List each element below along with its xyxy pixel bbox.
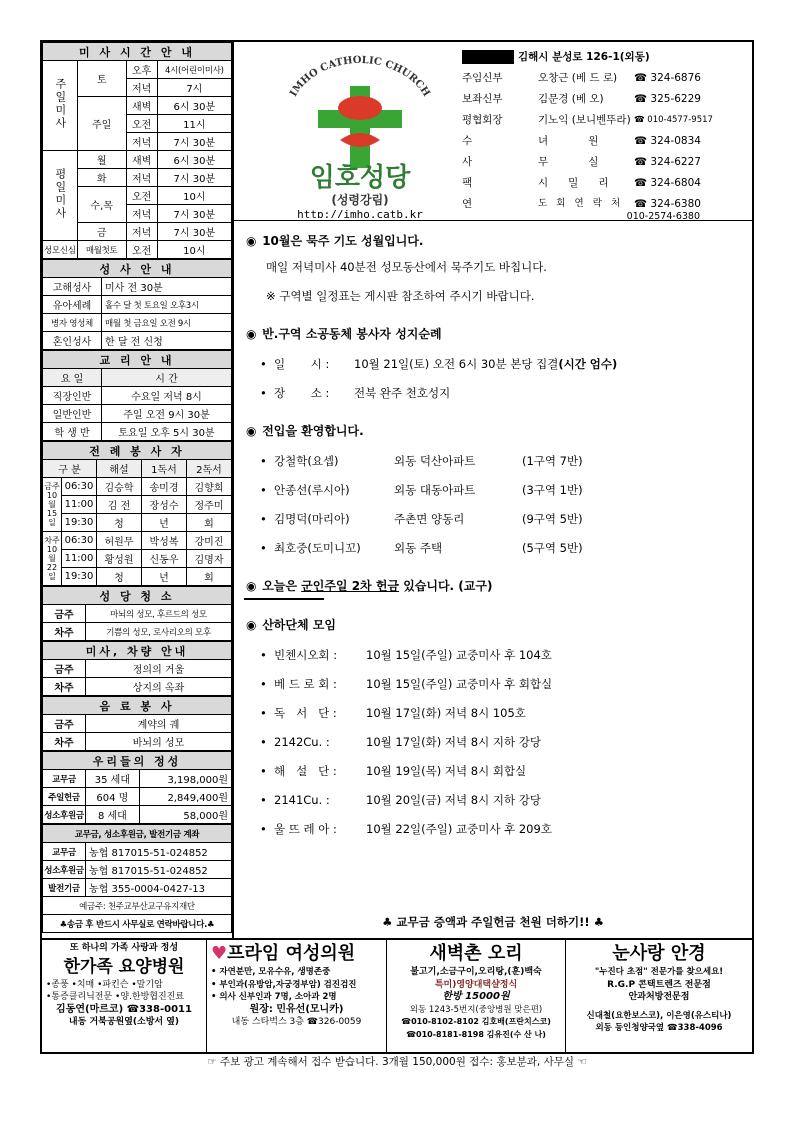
header	[234, 42, 752, 221]
edu-v-2: 토요일 오후 5시 30분	[102, 423, 232, 441]
edu-head-k: 요 일	[43, 369, 102, 387]
main-content	[234, 42, 752, 938]
church-logo-icon	[260, 48, 460, 218]
ad-line: 한방 15000원	[442, 991, 510, 1002]
bullet-icon: ◉	[246, 424, 257, 438]
dot-icon: •	[260, 454, 267, 468]
notice-1-text: 10월은 묵주 기도 성월입니다.	[262, 234, 424, 248]
altar-cell: 청	[97, 568, 142, 586]
ad-line: 안과처방전문점	[628, 992, 690, 1002]
ad-title-row	[211, 942, 382, 966]
weekday-mass-label: 평일미사	[53, 168, 67, 220]
notice-1-line-2: ※ 구역별 일정표는 게시판 참조하여 주시기 바랍니다.	[266, 289, 535, 303]
notice-2-key: 일 시 :	[274, 357, 330, 371]
church-korean-name: 임호성당	[309, 163, 411, 193]
altar-cell: 청	[97, 514, 142, 532]
notice-1-line-1: 매일 저녁미사 40분전 성모동산에서 묵주기도 바칩니다.	[266, 260, 547, 274]
welcome-district: (5구역 5반)	[522, 541, 583, 555]
contact-extra-phone: 010-2574-6380	[626, 211, 700, 222]
sat-time-1: 저녁	[126, 79, 157, 97]
ad-line: 특미)영양대택샬정식	[434, 979, 518, 990]
account-table	[42, 824, 232, 933]
sun-label: 주일	[77, 97, 126, 151]
altar-cell: 회	[187, 568, 232, 586]
dot-icon: •	[260, 735, 267, 749]
flower-title: 미사, 차량 안내	[43, 642, 232, 660]
ad-line: R.G.P 콘택트렌즈 전문점	[607, 979, 711, 990]
bullet-icon: ◉	[246, 579, 257, 593]
welcome-row	[260, 534, 752, 563]
clean-v-1: 기쁨의 성모, 로사리오의 모후	[86, 623, 232, 641]
meeting-schedule: 10월 20일(금) 저녁 8시 지하 강당	[366, 793, 541, 807]
sun-val-0: 6시 30분	[157, 97, 231, 115]
offer-title: 우리들의 정성	[43, 752, 232, 770]
flower-table	[42, 641, 232, 696]
contact-name: 기노익 (보니벤뚜라)	[538, 114, 631, 126]
sacr-v-2: 매월 첫 금요일 오전 9시	[102, 314, 232, 332]
flower-v-1: 상지의 옥좌	[86, 678, 232, 696]
meeting-row	[260, 728, 752, 757]
notice-4-underlined: 군인주일 2차 헌금	[301, 579, 400, 593]
altar-cell: 송미경	[142, 478, 187, 496]
altar-cell: 06:30	[62, 478, 97, 496]
dot-icon: •	[260, 483, 267, 497]
altar-head-1: 해설	[97, 460, 142, 478]
meeting-schedule: 10월 17일(화) 저녁 8시 105호	[366, 706, 526, 720]
meeting-group: 울 뜨 레 아 :	[274, 822, 337, 836]
altar-cell: 11:00	[62, 550, 97, 568]
wd-val-1: 7시 30분	[157, 169, 231, 187]
welcome-row	[260, 476, 752, 505]
offer-k-1: 주일헌금	[43, 788, 86, 806]
dot-icon: •	[260, 793, 267, 807]
flower-k-1: 차주	[43, 678, 86, 696]
dot-icon: •	[260, 386, 267, 400]
meeting-row	[260, 815, 752, 844]
dot-icon: •	[260, 512, 267, 526]
notice-2-row	[260, 350, 752, 379]
meeting-row	[260, 786, 752, 815]
meeting-row	[260, 757, 752, 786]
meeting-schedule: 10월 15일(주일) 교중미사 후 104호	[366, 648, 552, 662]
dot-icon: •	[260, 648, 267, 662]
meeting-row	[260, 670, 752, 699]
altar-group-1-label: 차주 10월 22일	[43, 532, 62, 586]
offering-table	[42, 751, 232, 824]
notice-4-post: 있습니다. (교구)	[399, 579, 493, 593]
acct-v-0: 농협 817015-51-024852	[86, 843, 232, 861]
dot-icon: •	[260, 677, 267, 691]
altar-head-0: 구 분	[43, 460, 97, 478]
meeting-row	[260, 699, 752, 728]
meeting-group: 해 설 단 :	[274, 764, 337, 778]
ad-tel: 김동연(마르코) ☎338-0011	[56, 1003, 192, 1015]
ad-line: • 의사 신부인과 7명, 소아과 2명	[211, 992, 337, 1002]
meeting-schedule: 10월 22일(주일) 교중미사 후 209호	[366, 822, 552, 836]
altar-cell: 강미진	[187, 532, 232, 550]
welcome-district: (9구역 5반)	[522, 512, 583, 526]
contact-key: 수	[462, 135, 473, 147]
altar-cell: 김 전	[97, 496, 142, 514]
devotion-b: 매월첫토	[77, 241, 126, 259]
ad-hanagajok	[42, 940, 207, 1052]
contact-phone: ☎ 325-6229	[634, 93, 701, 105]
edu-k-0: 직장인반	[43, 387, 102, 405]
wd-time-4: 저녁	[126, 223, 157, 241]
meeting-schedule: 10월 19일(목) 저녁 8시 회합실	[366, 764, 527, 778]
drink-v-0: 계약의 궤	[86, 715, 232, 733]
notice-2-key: 장 소 :	[274, 386, 330, 400]
contact-key: 주임신부	[462, 72, 503, 84]
dot-icon: •	[260, 706, 267, 720]
mass-schedule-table	[42, 42, 232, 259]
ad-line: 외동 1243-5번지(중앙병원 맞은편)	[409, 1004, 543, 1015]
meeting-group: 2141Cu. :	[274, 793, 330, 807]
sat-val-1: 7시	[157, 79, 231, 97]
sacrament-table	[42, 259, 232, 350]
edu-v-1: 주일 오전 9시 30분	[102, 405, 232, 423]
altar-cell: 김승학	[97, 478, 142, 496]
notice-5-title	[246, 616, 752, 633]
edu-k-1: 일반인반	[43, 405, 102, 423]
altar-title: 전 례 봉 사 자	[43, 442, 232, 460]
contact-list	[462, 47, 714, 223]
contact-name: 오창근 (베 드 로)	[538, 72, 618, 84]
ad-line: 불고기,소금구이,오리탕,(훈)백숙	[410, 967, 542, 977]
altar-cell: 장성수	[142, 496, 187, 514]
altar-cell: 허원무	[97, 532, 142, 550]
contact-row	[462, 89, 714, 110]
wd-time-1: 저녁	[126, 169, 157, 187]
notice-1-title	[246, 232, 752, 249]
altar-cell: 황성원	[97, 550, 142, 568]
church-patron: (성령강림)	[331, 193, 389, 207]
sat-time-0: 오후	[126, 61, 157, 79]
offer-b-0: 3,198,000원	[139, 770, 231, 788]
church-english-name: IMHO CATHOLIC CHURCH	[288, 54, 432, 99]
contact-name: 김문경 (베 오)	[538, 93, 604, 105]
notice-5-text: 산하단체 모임	[262, 618, 336, 632]
clean-title: 성 당 청 소	[43, 587, 232, 605]
offer-a-2: 8 세대	[86, 806, 140, 824]
account-note: ♣송금 후 반드시 사무실로 연락바랍니다.♣	[43, 915, 232, 933]
wd-day-0: 월	[77, 151, 126, 169]
ad-duck	[387, 940, 566, 1052]
sun-val-1: 11시	[157, 115, 231, 133]
altar-cell: 박성복	[142, 532, 187, 550]
footer-message: ♣ 교무금 증액과 주일헌금 천원 더하기!! ♣	[382, 915, 604, 929]
welcome-row	[260, 447, 752, 476]
notice-2-text: 반.구역 소공동체 봉사자 성지순례	[262, 327, 442, 341]
altar-cell: 19:30	[62, 568, 97, 586]
wd-day-2: 수,목	[77, 187, 126, 223]
wd-time-2: 오전	[126, 187, 157, 205]
wd-time-0: 새벽	[126, 151, 157, 169]
drink-v-1: 바뇌의 성모	[86, 733, 232, 751]
altar-cell: 06:30	[62, 532, 97, 550]
altar-cell: 신동우	[142, 550, 187, 568]
bullet-icon: ◉	[246, 234, 257, 248]
welcome-name: 김명덕(마리아)	[274, 512, 350, 526]
contact-name: 무 실	[538, 156, 599, 168]
ad-notice: ☞ 주보 광고 계속해서 접수 받습니다. 3개월 150,000원 접수: 홍보분과, 사무실 ☜	[207, 1056, 587, 1068]
sacrament-title: 성 사 안 내	[43, 260, 232, 278]
contact-name: 녀 원	[538, 135, 599, 147]
contact-phone: ☎ 324-6804	[634, 177, 701, 189]
contact-key: 사	[462, 156, 473, 168]
dot-icon: •	[260, 357, 267, 371]
contact-key: 보좌신부	[462, 93, 503, 105]
acct-v-2: 농협 355-0004-0427-13	[86, 879, 232, 897]
notice-2-title	[246, 325, 752, 342]
contact-name: 도 회 연 락 처	[538, 198, 621, 209]
notice-2-value: 10월 21일(토) 오전 6시 30분 본당 집결	[354, 357, 559, 371]
welcome-row	[260, 505, 752, 534]
meeting-schedule: 10월 15일(주일) 교중미사 후 회합실	[366, 677, 553, 691]
meeting-row	[260, 641, 752, 670]
altar-cell: 정주미	[187, 496, 232, 514]
mass-title: 미 사 시 간 안 내	[43, 43, 232, 61]
ad-glasses	[566, 940, 752, 1052]
meeting-group: 베 드 로 회 :	[274, 677, 337, 691]
ad-bottom: 내동 거북공원옆(소방서 옆)	[68, 1017, 180, 1027]
notice-4-pre: 오늘은	[262, 579, 302, 593]
welcome-name: 강철학(요셉)	[274, 454, 339, 468]
sun-time-2: 저녁	[126, 133, 157, 151]
ad-title: 한가족 요양병원	[63, 956, 185, 977]
education-table	[42, 350, 232, 441]
edu-v-0: 수요일 저녁 8시	[102, 387, 232, 405]
dot-icon: •	[260, 541, 267, 555]
sacr-v-0: 미사 전 30분	[102, 278, 232, 296]
flower-v-0: 정의의 거울	[86, 660, 232, 678]
notice-3-text: 전입을 환영합니다.	[262, 424, 364, 438]
acct-v-1: 농협 817015-51-024852	[86, 861, 232, 879]
contact-key: 팩	[462, 177, 473, 189]
ad-tel: 신대철(요한보스코), 이은영(유스티나)	[586, 1010, 732, 1021]
wd-val-4: 7시 30분	[157, 223, 231, 241]
ad-line: "누진다 초점" 전문가를 찾으세요!	[594, 967, 724, 977]
sun-val-2: 7시 30분	[157, 133, 231, 151]
altar-servers-table	[42, 441, 232, 586]
welcome-address: 외동 대동아파트	[394, 483, 476, 497]
ad-line: •통증클리닉전문 •양.한방협진진료	[46, 992, 185, 1002]
address: 김해시 분성로 126-1(외동)	[518, 51, 650, 63]
ad-title: 프라임 여성의원	[227, 943, 356, 964]
meeting-schedule: 10월 17일(화) 저녁 8시 지하 강당	[366, 735, 541, 749]
edu-title: 교 리 안 내	[43, 351, 232, 369]
wd-time-3: 저녁	[126, 205, 157, 223]
contact-phone: ☎ 010-4577-9517	[634, 115, 713, 125]
clean-k-0: 금주	[43, 605, 86, 623]
meeting-group: 빈첸시오회 :	[274, 648, 338, 662]
ad-strip	[40, 940, 754, 1054]
notice-2-row	[260, 379, 752, 408]
offer-a-0: 35 세대	[86, 770, 140, 788]
ad-bottom: ☎010-8181-8198 김유진(수 산 나)	[406, 1029, 546, 1039]
notices	[234, 232, 752, 844]
sacr-k-3: 혼인성사	[43, 332, 102, 350]
ad-line: •종풍 •치매 •파킨슨 •말기암	[46, 979, 163, 990]
dot-icon: •	[260, 764, 267, 778]
ad-bottom: 내동 스타벅스 3층 ☎326-0059	[231, 1017, 362, 1027]
contact-name: 시 밀 리	[538, 177, 609, 189]
church-logo	[260, 48, 460, 218]
welcome-district: (1구역 7반)	[522, 454, 583, 468]
welcome-district: (3구역 1반)	[522, 483, 583, 497]
bullet-icon: ◉	[246, 618, 257, 632]
wd-val-2: 10시	[157, 187, 231, 205]
drink-k-1: 차주	[43, 733, 86, 751]
ad-title: 새벽촌 오리	[429, 943, 523, 964]
contact-phone: ☎ 324-0834	[634, 135, 701, 147]
altar-cell: 11:00	[62, 496, 97, 514]
contact-row	[462, 68, 714, 89]
contact-row	[462, 173, 714, 194]
altar-cell: 회	[187, 514, 232, 532]
offer-b-2: 58,000원	[139, 806, 231, 824]
acct-k-0: 교무금	[43, 843, 86, 861]
ad-tel: 원장: 민유선(모니카)	[249, 1003, 344, 1015]
offer-b-1: 2,849,400원	[139, 788, 231, 806]
altar-cell: 김명자	[187, 550, 232, 568]
altar-cell: 년	[142, 514, 187, 532]
contact-key: 평협회장	[462, 114, 503, 126]
altar-cell: 김향희	[187, 478, 232, 496]
contact-row	[462, 131, 714, 152]
acct-k-1: 성소후원금	[43, 861, 86, 879]
drink-title: 음 료 봉 사	[43, 697, 232, 715]
sacr-k-0: 고해성사	[43, 278, 102, 296]
edu-k-2: 학 생 반	[43, 423, 102, 441]
notice-2-value: 전북 완주 천호성지	[354, 386, 451, 400]
ad-prime	[207, 940, 387, 1052]
devotion-a: 성모신심	[43, 241, 78, 259]
offer-k-0: 교무금	[43, 770, 86, 788]
divider	[244, 598, 324, 600]
contact-row	[462, 197, 714, 211]
clean-k-1: 차주	[43, 623, 86, 641]
bulletin-frame	[40, 40, 754, 940]
notice-2-bold: (시간 엄수)	[558, 357, 618, 371]
welcome-address: 외동 주택	[394, 541, 443, 555]
ad-title: 눈사랑 안경	[612, 943, 706, 964]
contact-phone: ☎ 324-6227	[634, 156, 701, 168]
sun-time-1: 오전	[126, 115, 157, 133]
altar-cell: 년	[142, 568, 187, 586]
contact-row	[462, 152, 714, 173]
contact-key: 연	[462, 198, 473, 210]
offer-k-2: 성소후원금	[43, 806, 86, 824]
altar-group-0-label: 금주 10월 15일	[43, 478, 62, 532]
ad-line: • 자연분만, 모유수유, 생명존중	[211, 967, 331, 977]
notice-4	[246, 577, 752, 594]
drink-k-0: 금주	[43, 715, 86, 733]
acct-title: 교무금, 성소후원금, 발전기금 계좌	[43, 825, 232, 843]
altar-head-3: 2독서	[187, 460, 232, 478]
heart-icon: ♥	[211, 943, 228, 964]
welcome-name: 안종선(루시아)	[274, 483, 350, 497]
altar-cell: 19:30	[62, 514, 97, 532]
meeting-group: 2142Cu. :	[274, 735, 330, 749]
contact-phone: ☎ 324-6380	[634, 198, 701, 210]
ad-tel: ☎010-8102-8102 김호배(프란치스코)	[401, 1017, 551, 1026]
notice-3-title	[246, 422, 752, 439]
wd-day-4: 금	[77, 223, 126, 241]
church-url: http://imho.catb.kr	[297, 208, 423, 218]
drink-table	[42, 696, 232, 751]
contact-phone: ☎ 324-6876	[634, 72, 701, 84]
devotion-c: 오전	[126, 241, 157, 259]
ad-bottom: 외동 동인청양국옆 ☎338-4096	[595, 1023, 723, 1033]
contact-row	[462, 110, 714, 131]
address-row	[462, 47, 714, 68]
ad-top: 또 하나의 가족 사랑과 정성	[69, 943, 179, 953]
sacr-k-2: 병자 영성체	[43, 314, 102, 332]
sacr-k-1: 유아세례	[43, 296, 102, 314]
meeting-group: 독 서 단 :	[274, 706, 337, 720]
sun-time-0: 새벽	[126, 97, 157, 115]
altar-head-2: 1독서	[142, 460, 187, 478]
dot-icon: •	[260, 822, 267, 836]
welcome-name: 최호중(도미니꼬)	[274, 541, 361, 555]
sunday-mass-label: 주일미사	[53, 78, 67, 130]
welcome-address: 외동 덕산아파트	[394, 454, 476, 468]
ad-line: • 부인과(유방암,자궁경부암) 검진검진	[211, 979, 357, 990]
account-owner: 예금주: 천주교부산교구유지재단	[43, 897, 232, 915]
address-tag	[462, 50, 514, 64]
flower-k-0: 금주	[43, 660, 86, 678]
clean-v-0: 마뇌의 성모, 후르드의 성모	[86, 605, 232, 623]
sacr-v-1: 홀수 달 첫 토요일 오후3시	[102, 296, 232, 314]
wd-val-0: 6시 30분	[157, 151, 231, 169]
bullet-icon: ◉	[246, 327, 257, 341]
cleaning-table	[42, 586, 232, 641]
sat-val-0: 4시(어린이미사)	[157, 61, 231, 79]
welcome-address: 주촌면 양동리	[394, 512, 465, 526]
edu-head-v: 시 간	[102, 369, 232, 387]
offer-a-1: 604 명	[86, 788, 140, 806]
acct-k-2: 발전기금	[43, 879, 86, 897]
devotion-d: 10시	[157, 241, 231, 259]
sat-label: 토	[77, 61, 126, 97]
sacr-v-3: 한 달 전 신청	[102, 332, 232, 350]
wd-val-3: 7시 30분	[157, 205, 231, 223]
wd-day-1: 화	[77, 169, 126, 187]
sidebar	[42, 42, 234, 938]
